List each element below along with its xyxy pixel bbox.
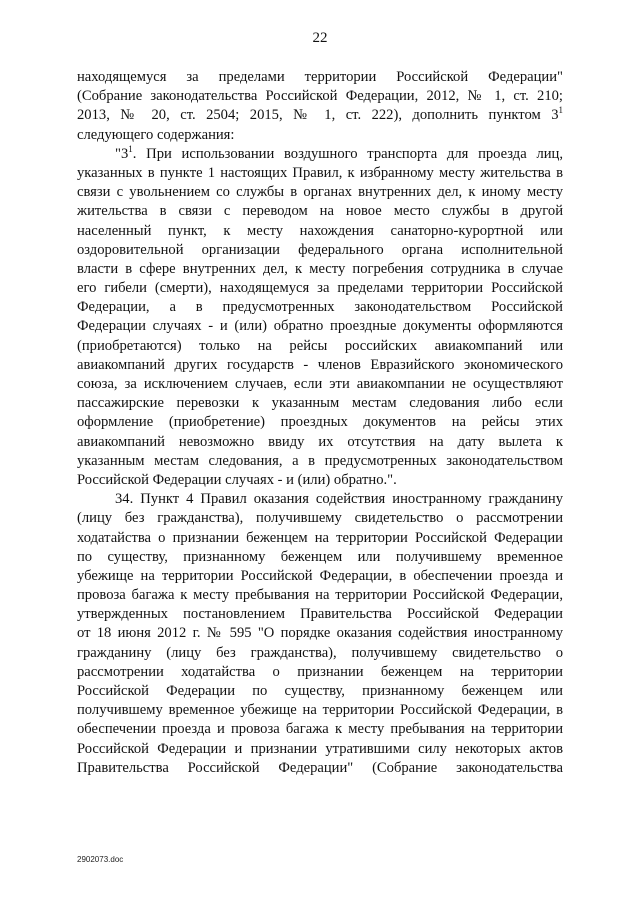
file-name-footer: 2902073.doc bbox=[77, 855, 124, 864]
text-line bbox=[77, 624, 563, 643]
text-line bbox=[77, 145, 563, 164]
line-text: власти в сфере внутренних дел, к месту погребения сотрудника в случае bbox=[77, 260, 563, 277]
text-line bbox=[77, 682, 563, 701]
superscript: 1 bbox=[128, 143, 133, 154]
text-line bbox=[77, 241, 563, 260]
line-text: по существу, признанному беженцем или получившему временное bbox=[77, 548, 563, 565]
line-text: (приобретаются) только на рейсы российских авиакомпаний или bbox=[77, 337, 563, 354]
line-text: убежище на территории Российской Федерации, в обеспечении проезда и bbox=[77, 567, 563, 584]
line-text: Российской Федерации по существу, признанному беженцем или bbox=[77, 683, 563, 699]
text-line bbox=[77, 490, 563, 509]
text-line bbox=[77, 337, 563, 356]
line-text: населенный пункт, к месту нахождения санаторно-курортной или bbox=[77, 222, 563, 239]
text-line bbox=[77, 586, 563, 605]
text-line bbox=[77, 126, 563, 145]
text-line bbox=[77, 663, 563, 682]
line-text: Федерации, а в предусмотренных законодательством Российской bbox=[77, 299, 563, 316]
text-line bbox=[77, 644, 563, 663]
line-text: (Собрание законодательства Российской Федерации, 2012, № 1, ст. 210; bbox=[77, 88, 563, 105]
text-line bbox=[77, 164, 563, 183]
line-text: оформление (приобретение) проездных документов на рейсы этих bbox=[77, 414, 563, 431]
line-text: Российской Федерации и признании утратившими силу некоторых актов bbox=[77, 740, 563, 757]
text-line bbox=[77, 701, 563, 720]
text-line bbox=[77, 356, 563, 375]
text-line bbox=[77, 394, 563, 413]
line-text: получившему временное убежище на территории Российской Федерации, в bbox=[77, 702, 563, 719]
text-line bbox=[77, 605, 563, 624]
line-text: ходатайства о признании беженцем на территории Российской Федерации bbox=[77, 529, 563, 546]
line-text: авиакомпаний других государств - членов Евразийского экономического bbox=[77, 356, 563, 373]
line-text: находящемуся за пределами территории Российской Федерации" bbox=[77, 69, 563, 85]
line-text: (лицу без гражданства), получившему свидетельство о рассмотрении bbox=[77, 510, 563, 527]
document-body bbox=[77, 68, 563, 778]
text-line bbox=[77, 298, 563, 317]
text-line bbox=[77, 471, 563, 490]
line-text: оздоровительной организации федерального органа исполнительной bbox=[77, 241, 563, 258]
line-text: гражданину (лицу без гражданства), получившему свидетельство о bbox=[77, 644, 563, 661]
text-line bbox=[77, 106, 563, 125]
text-line bbox=[77, 375, 563, 394]
line-text: 2013, № 20, ст. 2504; 2015, № 1, ст. 222), дополнить пунктом 3 bbox=[77, 107, 559, 124]
text-line bbox=[77, 183, 563, 202]
line-text: "3 bbox=[115, 145, 129, 162]
text-line bbox=[77, 567, 563, 586]
line-text: Федерации случаях - и (или) обратно проездные документы оформляются bbox=[77, 318, 563, 335]
line-text: связи с увольнением со службы в органах внутренних дел, к иному месту bbox=[77, 184, 563, 201]
line-text-rest: . При использовании воздушного транспорта для проезда лиц, bbox=[132, 145, 563, 162]
text-line bbox=[77, 740, 563, 759]
line-text: жительства в связи с переводом на новое место службы в другой bbox=[77, 203, 563, 220]
superscript: 1 bbox=[558, 105, 563, 116]
text-line bbox=[77, 759, 563, 778]
line-text: союза, за исключением случаев, если эти авиакомпании не осуществляют bbox=[77, 376, 563, 392]
text-line bbox=[77, 452, 563, 471]
line-text: 34. Пункт 4 Правил оказания содействия иностранному гражданину bbox=[115, 491, 563, 508]
text-line bbox=[77, 279, 563, 298]
line-text: следующего содержания: bbox=[77, 126, 235, 143]
text-line bbox=[77, 548, 563, 567]
line-text: рассмотрении ходатайства о признании беженцем на территории bbox=[77, 663, 563, 680]
text-line bbox=[77, 87, 563, 106]
text-line bbox=[77, 260, 563, 279]
page-number: 22 bbox=[312, 30, 328, 46]
line-text: от 18 июня 2012 г. № 595 "О порядке оказания содействия иностранному bbox=[77, 625, 563, 642]
line-text: указанным местам следования, а в предусмотренных законодательством bbox=[77, 452, 563, 469]
line-text: провоза багажа к месту пребывания на территории Российской Федерации, bbox=[77, 587, 563, 604]
text-line bbox=[77, 68, 563, 87]
text-line bbox=[77, 202, 563, 221]
text-line bbox=[77, 222, 563, 241]
text-line bbox=[77, 529, 563, 548]
text-line bbox=[77, 317, 563, 336]
line-text: Правительства Российской Федерации" (Собрание законодательства bbox=[77, 759, 563, 776]
line-text: утвержденных постановлением Правительства Российской Федерации bbox=[77, 606, 563, 623]
text-line bbox=[77, 509, 563, 528]
line-text: Российской Федерации случаях - и (или) обратно.". bbox=[77, 471, 397, 488]
text-line bbox=[77, 720, 563, 739]
text-line bbox=[77, 413, 563, 432]
text-line bbox=[77, 433, 563, 452]
line-text: авиакомпаний невозможно ввиду их отсутствия на дату вылета к bbox=[77, 433, 563, 450]
line-text: пассажирские перевозки к указанным местам следования либо если bbox=[77, 395, 563, 412]
line-text: обеспечении проезда и провоза багажа к месту пребывания на территории bbox=[77, 721, 563, 738]
line-text: его гибели (смерти), находящемуся за пределами территории Российской bbox=[77, 280, 563, 297]
line-text: указанных в пункте 1 настоящих Правил, к избранному месту жительства в bbox=[77, 164, 563, 181]
